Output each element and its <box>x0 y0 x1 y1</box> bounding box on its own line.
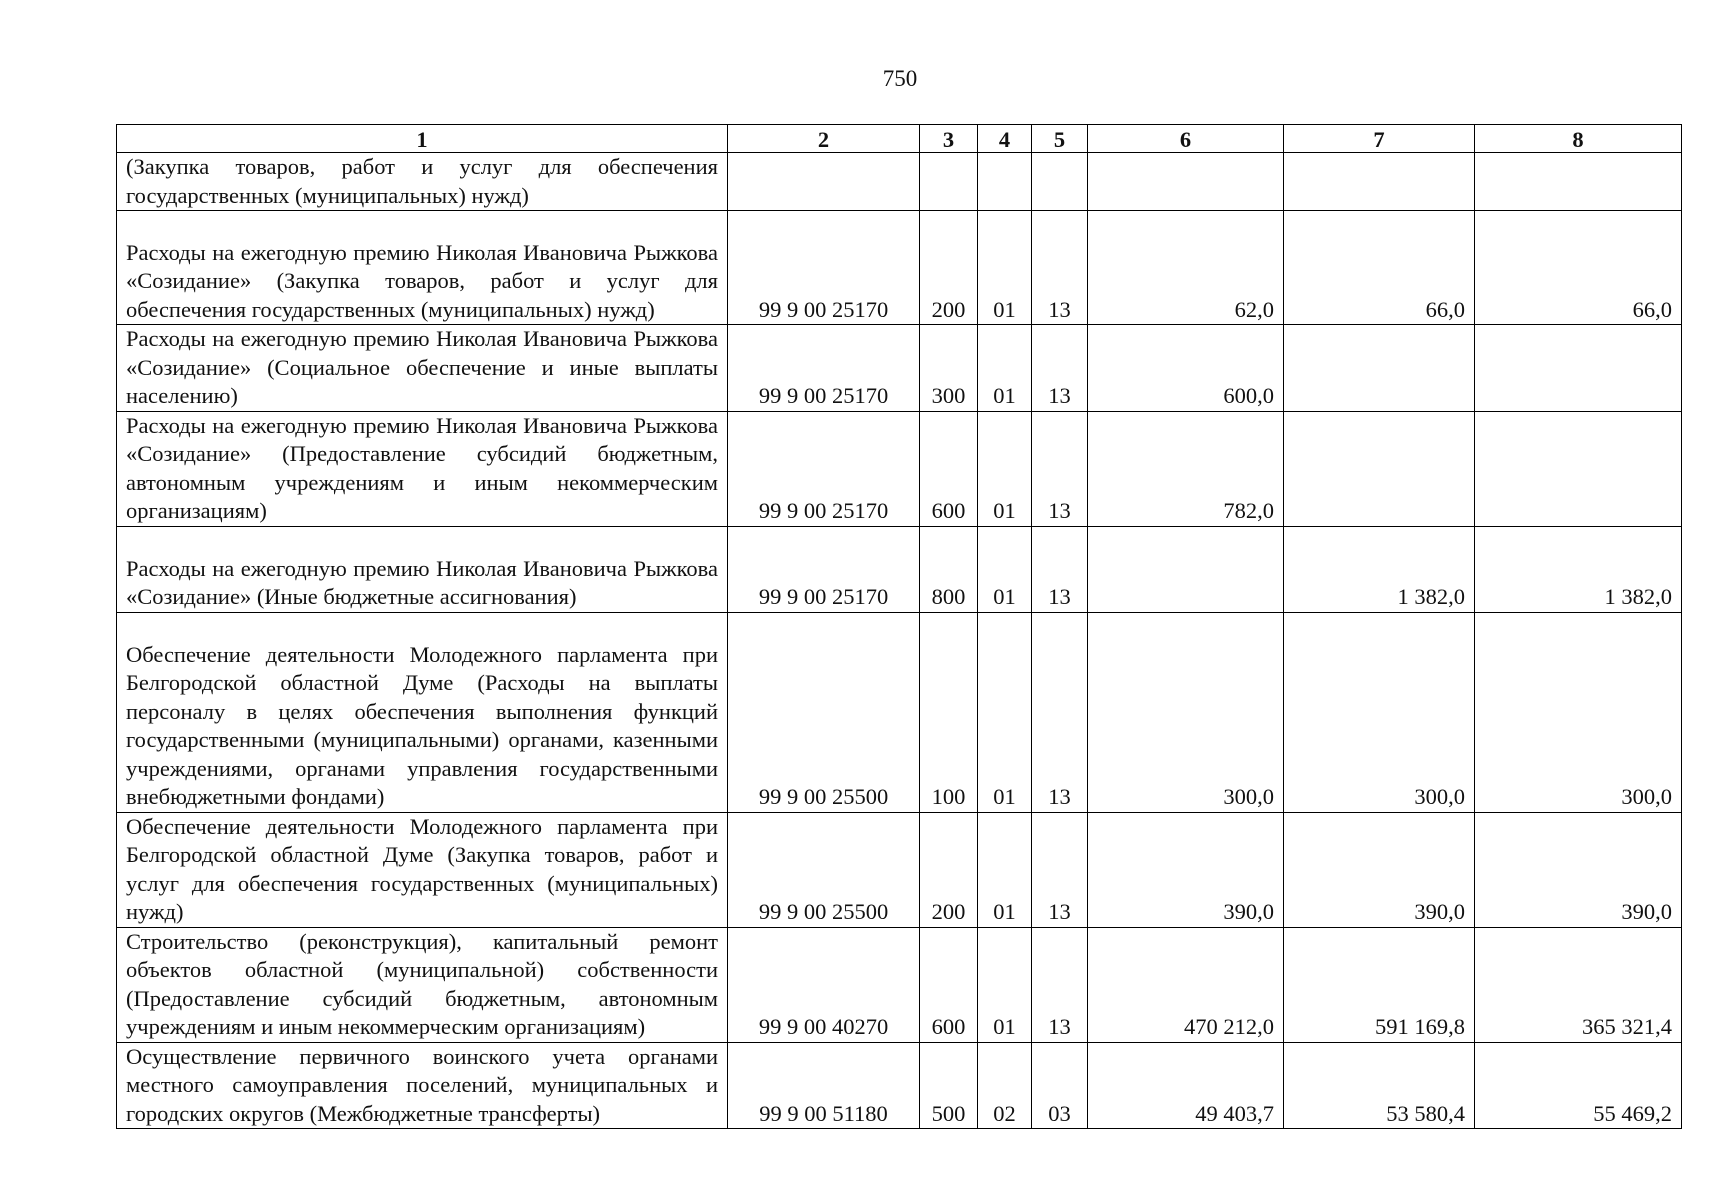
row-pr: 13 <box>1032 211 1088 325</box>
table-row <box>117 325 1682 412</box>
col-header-4: 4 <box>978 125 1032 153</box>
row-year3: 66,0 <box>1475 211 1682 325</box>
row-year2: 390,0 <box>1284 812 1475 927</box>
row-year2 <box>1284 153 1475 211</box>
row-pr: 13 <box>1032 526 1088 612</box>
row-vr: 200 <box>920 812 978 927</box>
row-pr: 13 <box>1032 927 1088 1042</box>
row-csr: 99 9 00 51180 <box>728 1042 920 1129</box>
row-vr: 600 <box>920 411 978 526</box>
row-rz <box>978 153 1032 211</box>
table-row <box>117 927 1682 1042</box>
row-rz: 01 <box>978 812 1032 927</box>
row-year2: 591 169,8 <box>1284 927 1475 1042</box>
row-vr: 600 <box>920 927 978 1042</box>
row-year2: 66,0 <box>1284 211 1475 325</box>
row-year3: 55 469,2 <box>1475 1042 1682 1129</box>
table-row <box>117 526 1682 612</box>
row-year1: 470 212,0 <box>1088 927 1284 1042</box>
table-row <box>117 411 1682 526</box>
row-csr: 99 9 00 25170 <box>728 526 920 612</box>
row-year2 <box>1284 411 1475 526</box>
row-csr: 99 9 00 25500 <box>728 612 920 812</box>
row-year2: 1 382,0 <box>1284 526 1475 612</box>
row-pr: 13 <box>1032 812 1088 927</box>
row-description: (Закупка товаров, работ и услуг для обеспечения государственных (муниципальных) нужд) <box>117 153 728 211</box>
row-vr: 100 <box>920 612 978 812</box>
row-year3: 390,0 <box>1475 812 1682 927</box>
row-description: Обеспечение деятельности Молодежного парламента при Белгородской областной Думе (Расходы на выплаты персоналу в целях обеспечения выполнения функций государственными (муниципальными) органами, казенными учреждениями, органами управления государственными внебюджетными фондами) <box>117 612 728 812</box>
row-pr: 13 <box>1032 612 1088 812</box>
col-header-7: 7 <box>1284 125 1475 153</box>
row-rz: 02 <box>978 1042 1032 1129</box>
budget-table <box>116 124 1682 1129</box>
row-year1: 390,0 <box>1088 812 1284 927</box>
row-year3 <box>1475 411 1682 526</box>
table-row <box>117 153 1682 211</box>
row-vr: 200 <box>920 211 978 325</box>
table-row <box>117 612 1682 812</box>
row-csr <box>728 153 920 211</box>
row-pr: 13 <box>1032 411 1088 526</box>
row-vr: 500 <box>920 1042 978 1129</box>
table-row <box>117 1042 1682 1129</box>
row-vr: 300 <box>920 325 978 412</box>
row-csr: 99 9 00 25170 <box>728 411 920 526</box>
col-header-3: 3 <box>920 125 978 153</box>
col-header-2: 2 <box>728 125 920 153</box>
col-header-1: 1 <box>117 125 728 153</box>
row-year1: 62,0 <box>1088 211 1284 325</box>
row-vr <box>920 153 978 211</box>
row-rz: 01 <box>978 211 1032 325</box>
row-year3 <box>1475 153 1682 211</box>
row-year1: 782,0 <box>1088 411 1284 526</box>
header-row <box>117 125 1682 153</box>
row-description: Обеспечение деятельности Молодежного парламента при Белгородской областной Думе (Закупка товаров, работ и услуг для обеспечения государственных (муниципальных) нужд) <box>117 812 728 927</box>
row-pr: 13 <box>1032 325 1088 412</box>
row-csr: 99 9 00 25500 <box>728 812 920 927</box>
row-description: Строительство (реконструкция), капитальный ремонт объектов областной (муниципальной) собственности (Предоставление субсидий бюджетным, автономным учреждениям и иным некоммерческим организациям) <box>117 927 728 1042</box>
row-year2: 300,0 <box>1284 612 1475 812</box>
row-year3: 1 382,0 <box>1475 526 1682 612</box>
row-description: Расходы на ежегодную премию Николая Ивановича Рыжкова «Созидание» (Закупка товаров, работ и услуг для обеспечения государственных (муниципальных) нужд) <box>117 211 728 325</box>
row-description: Расходы на ежегодную премию Николая Ивановича Рыжкова «Созидание» (Социальное обеспечение и иные выплаты населению) <box>117 325 728 412</box>
row-description: Расходы на ежегодную премию Николая Ивановича Рыжкова «Созидание» (Предоставление субсидий бюджетным, автономным учреждениям и иным некоммерческим организациям) <box>117 411 728 526</box>
row-year3: 365 321,4 <box>1475 927 1682 1042</box>
row-rz: 01 <box>978 526 1032 612</box>
table-row <box>117 211 1682 325</box>
table-row <box>117 812 1682 927</box>
col-header-8: 8 <box>1475 125 1682 153</box>
row-description: Осуществление первичного воинского учета органами местного самоуправления поселений, муниципальных и городских округов (Межбюджетные трансферты) <box>117 1042 728 1129</box>
row-year1: 600,0 <box>1088 325 1284 412</box>
row-year3: 300,0 <box>1475 612 1682 812</box>
page-number: 750 <box>882 66 918 91</box>
row-csr: 99 9 00 40270 <box>728 927 920 1042</box>
row-year2: 53 580,4 <box>1284 1042 1475 1129</box>
row-csr: 99 9 00 25170 <box>728 211 920 325</box>
row-year1 <box>1088 153 1284 211</box>
row-rz: 01 <box>978 612 1032 812</box>
row-pr <box>1032 153 1088 211</box>
row-vr: 800 <box>920 526 978 612</box>
row-year2 <box>1284 325 1475 412</box>
col-header-5: 5 <box>1032 125 1088 153</box>
row-year1 <box>1088 526 1284 612</box>
row-rz: 01 <box>978 325 1032 412</box>
row-year3 <box>1475 325 1682 412</box>
row-description: Расходы на ежегодную премию Николая Ивановича Рыжкова «Созидание» (Иные бюджетные ассигнования) <box>117 526 728 612</box>
row-pr: 03 <box>1032 1042 1088 1129</box>
row-year1: 49 403,7 <box>1088 1042 1284 1129</box>
row-csr: 99 9 00 25170 <box>728 325 920 412</box>
row-rz: 01 <box>978 927 1032 1042</box>
col-header-6: 6 <box>1088 125 1284 153</box>
row-year1: 300,0 <box>1088 612 1284 812</box>
row-rz: 01 <box>978 411 1032 526</box>
